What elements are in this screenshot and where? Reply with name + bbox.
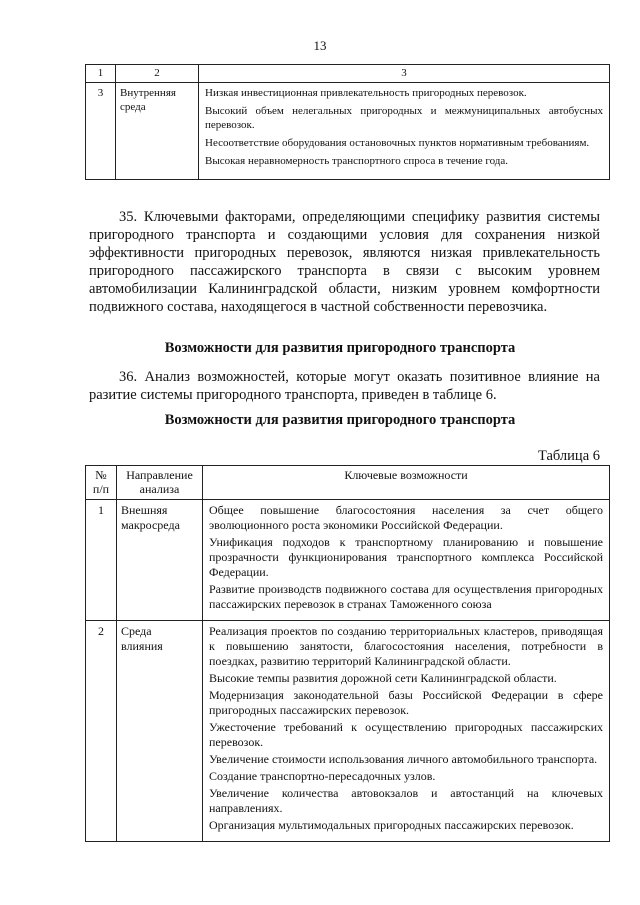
- opportunity-item: Создание транспортно-пересадочных узлов.: [209, 769, 436, 783]
- analysis-area: [116, 83, 199, 180]
- table-title: Возможности для развития пригородного транспорта: [164, 412, 516, 428]
- analysis-area-line: Внутренняя: [120, 87, 176, 99]
- opportunity-item: Модернизация законодательной базы Российской Федерации в сфере пригородных пассажирских перевозок.: [209, 688, 603, 717]
- continuation-table: [85, 64, 610, 180]
- table-row: [86, 500, 610, 621]
- direction-line: Среда: [121, 624, 152, 638]
- factor-item: Высокая неравномерность транспортного спроса в течение года.: [205, 155, 508, 167]
- opportunity-item: Увеличение стоимости использования личного автомобильного транспорта.: [209, 752, 598, 766]
- table-header-row: [86, 466, 610, 500]
- opportunity-item: Общее повышение благосостояния населения за счет общего эволюционного роста экономики Российской Федерации.: [209, 503, 603, 532]
- factors-cell: [199, 83, 610, 180]
- opportunity-item: Ужесточение требований к осуществлению пригородных пассажирских перевозок.: [209, 720, 603, 749]
- factor-item: Несоответствие оборудования остановочных пунктов нормативным требованиям.: [205, 137, 590, 149]
- direction-line: макросреда: [121, 518, 180, 532]
- row-number: 3: [86, 83, 116, 180]
- table-caption: Таблица 6: [537, 448, 600, 464]
- direction-line: Внешняя: [121, 503, 168, 517]
- analysis-area-line: среда: [120, 101, 146, 113]
- analysis-direction: [117, 500, 203, 621]
- row-number: 2: [86, 621, 117, 842]
- row-number: 1: [86, 500, 117, 621]
- paragraph-35: 35. Ключевыми факторами, определяющими специфику развития системы пригородного транспорта и создающими условия для сохранения низкой эффективности пригородных перевозок, являются низкая привлекательность пригородного пассажирского транспорта в связи с высоким уровнем автомобилизации Калининградской области, низким уровнем комфортности подвижного состава, находящегося в частной собственности перевозчика.: [89, 209, 600, 315]
- factor-item: Высокий объем нелегальных пригородных и межмуниципальных автобусных перевозок.: [205, 105, 603, 131]
- page-number: 13: [313, 38, 327, 53]
- header-line: п/п: [92, 482, 110, 496]
- opportunity-item: Развитие производств подвижного состава для осуществления пригородных пассажирских перевозок в странах Таможенного союза: [209, 582, 603, 611]
- section-heading: Возможности для развития пригородного транспорта: [164, 340, 516, 356]
- header-line: №: [95, 468, 107, 482]
- header-line: анализа: [139, 482, 180, 496]
- opportunity-item: Реализация проектов по созданию территориальных кластеров, приводящая к повышению занятости, благосостояния населения, потребности в поездках, развитию территорий Калининградской области.: [209, 624, 603, 668]
- column-header-num: [86, 466, 117, 500]
- opportunity-item: Организация мультимодальных пригородных пассажирских перевозок.: [209, 818, 574, 832]
- opportunities-cell: [203, 621, 610, 842]
- header-line: Направление: [126, 468, 193, 482]
- opportunities-table: [85, 465, 610, 842]
- opportunity-item: Унификация подходов к транспортному планированию и повышение прозрачности функционирования транспортного комплекса Российской Федерации.: [209, 535, 603, 579]
- column-header-2: 2: [116, 65, 199, 83]
- column-header-opportunities: Ключевые возможности: [203, 466, 610, 500]
- table-row: [86, 83, 610, 180]
- opportunity-item: Увеличение количества автовокзалов и автостанций на ключевых направлениях.: [209, 786, 603, 815]
- direction-line: влияния: [121, 639, 163, 653]
- factor-item: Низкая инвестиционная привлекательность пригородных перевозок.: [205, 87, 527, 99]
- table-row: [86, 621, 610, 842]
- table-header-row: [86, 65, 610, 83]
- paragraph-36: 36. Анализ возможностей, которые могут оказать позитивное влияние на разитие системы пригородного транспорта, приведен в таблице 6.: [89, 369, 600, 403]
- analysis-direction: [117, 621, 203, 842]
- column-header-direction: [117, 466, 203, 500]
- opportunity-item: Высокие темпы развития дорожной сети Калининградской области.: [209, 671, 557, 685]
- column-header-1: 1: [86, 65, 116, 83]
- opportunities-cell: [203, 500, 610, 621]
- column-header-3: 3: [199, 65, 610, 83]
